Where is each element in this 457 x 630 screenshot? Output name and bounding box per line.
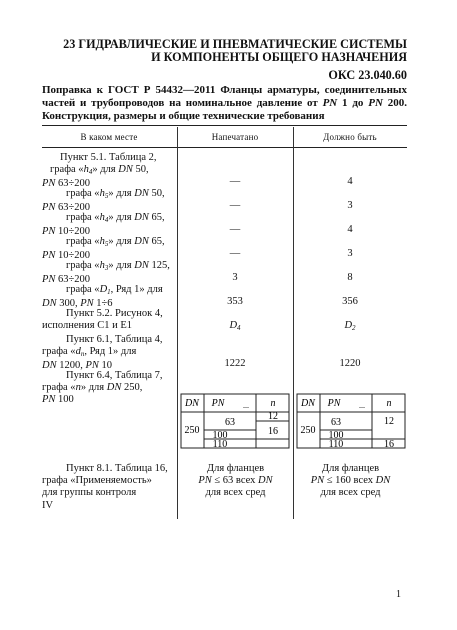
page-number: 1 (396, 589, 401, 600)
mini-correct-dots: ... (359, 401, 365, 410)
row-10-where: Пункт 8.1. Таблица 16, графа «Применяемость» для группы контроля IV (42, 463, 168, 511)
mini-correct-100: 100 (328, 430, 344, 441)
mini-correct-dn: DN (301, 398, 315, 409)
mini-correct-n-header: n (386, 398, 392, 409)
mini-printed-dots: ... (243, 401, 249, 410)
header-divider-1 (177, 127, 178, 147)
row-7-printed: $D_4$ (229, 320, 241, 332)
row-10-printed: Для фланцев PN ≤ 63 всех DN для всех сред (198, 463, 273, 499)
row-8-correct: 1220 (339, 358, 361, 369)
amendment-pn-1: PN (322, 97, 338, 109)
mini-printed-16: 16 (268, 426, 278, 437)
mini-printed-250: 250 (184, 425, 200, 436)
row-1-printed: — (229, 176, 241, 187)
section-title-line-1: 23 ГИДРАВЛИЧЕСКИЕ И ПНЕВМАТИЧЕСКИЕ СИСТЕМЫ (63, 37, 407, 51)
row-5-where: графа «$h_3$» для DN 125, PN 63÷200 (42, 260, 170, 286)
row-1-correct: 4 (347, 176, 353, 187)
amendment-text-2: 1 до (337, 97, 369, 109)
oks-code: ОКС 23.040.60 (328, 68, 407, 82)
row-8-where: Пункт 6.1, Таблица 4, графа «$d_n$, Ряд 1» для DN 1200, PN 10 (42, 334, 163, 372)
mini-printed-n-header: n (270, 398, 276, 409)
mini-correct-250: 250 (300, 425, 316, 436)
mini-correct-110: 110 (328, 439, 344, 449)
row-4-printed: — (229, 248, 241, 259)
row-6-correct: 356 (342, 296, 358, 307)
header-printed: Напечатано (211, 132, 259, 142)
amendment-pn-2: PN (368, 97, 383, 109)
row-6-printed: 353 (227, 296, 243, 307)
mini-printed-110: 110 (212, 439, 228, 449)
row-7-correct: $D_2$ (344, 320, 356, 332)
mini-correct-pn: PN (327, 398, 341, 409)
mini-table-correct (296, 393, 406, 449)
row-5-printed: 3 (232, 272, 238, 283)
amendment-text-1: Поправка к ГОСТ Р 54432—2011 Фланцы арматуры, соединительных частей и трубопроводов на номинальное давление от (42, 84, 407, 109)
row-3-correct: 4 (347, 224, 353, 235)
header-should-be: Должно быть (323, 132, 377, 142)
amendment-title (42, 84, 407, 123)
mini-printed-pn: PN (211, 398, 225, 409)
mini-printed-dn: DN (185, 398, 199, 409)
section-title-line-2: И КОМПОНЕНТЫ ОБЩЕГО НАЗНАЧЕНИЯ (151, 50, 407, 64)
amendment-text-3: 200. Конструкция, размеры и общие технические требования (42, 97, 407, 122)
mini-correct-16: 16 (384, 439, 394, 449)
header-divider-2 (293, 127, 294, 147)
mini-printed-100: 100 (212, 430, 228, 441)
row-7-where: Пункт 5.2. Рисунок 4, исполнения С1 и Е1 (42, 308, 163, 332)
section-title (40, 38, 407, 64)
row-3-printed: — (229, 224, 241, 235)
row-9-where: Пункт 6.4, Таблица 7, графа «n» для DN 250, PN 100 (42, 370, 163, 406)
mini-printed-63: 63 (225, 417, 235, 428)
row-8-printed: 1222 (224, 358, 246, 369)
row-4-where: графа «$h_5$» для DN 65, PN 10÷200 (42, 236, 165, 262)
row-6-where: графа «$D_1$, Ряд 1» для DN 300, PN 1÷6 (42, 284, 163, 310)
mini-correct-12: 12 (384, 416, 394, 427)
mini-table-printed (180, 393, 290, 449)
mini-correct-63: 63 (331, 417, 341, 428)
row-1-where: Пункт 5.1. Таблица 2, графа «$h_4$» для DN 50, PN 63÷200 (42, 152, 157, 190)
table-top-border (42, 125, 407, 126)
row-5-correct: 8 (347, 272, 353, 283)
row-2-printed: — (229, 200, 241, 211)
row-2-where: графа «$h_5$» для DN 50, PN 63÷200 (42, 188, 165, 214)
row-2-correct: 3 (347, 200, 353, 211)
header-where: В каком месте (80, 132, 138, 142)
mini-printed-12: 12 (268, 411, 278, 422)
header-bottom-border (42, 147, 407, 148)
row-4-correct: 3 (347, 248, 353, 259)
row-3-where: графа «$h_4$» для DN 65, PN 10÷200 (42, 212, 165, 238)
row-10-correct: Для фланцев PN ≤ 160 всех DN для всех сред (310, 463, 391, 499)
